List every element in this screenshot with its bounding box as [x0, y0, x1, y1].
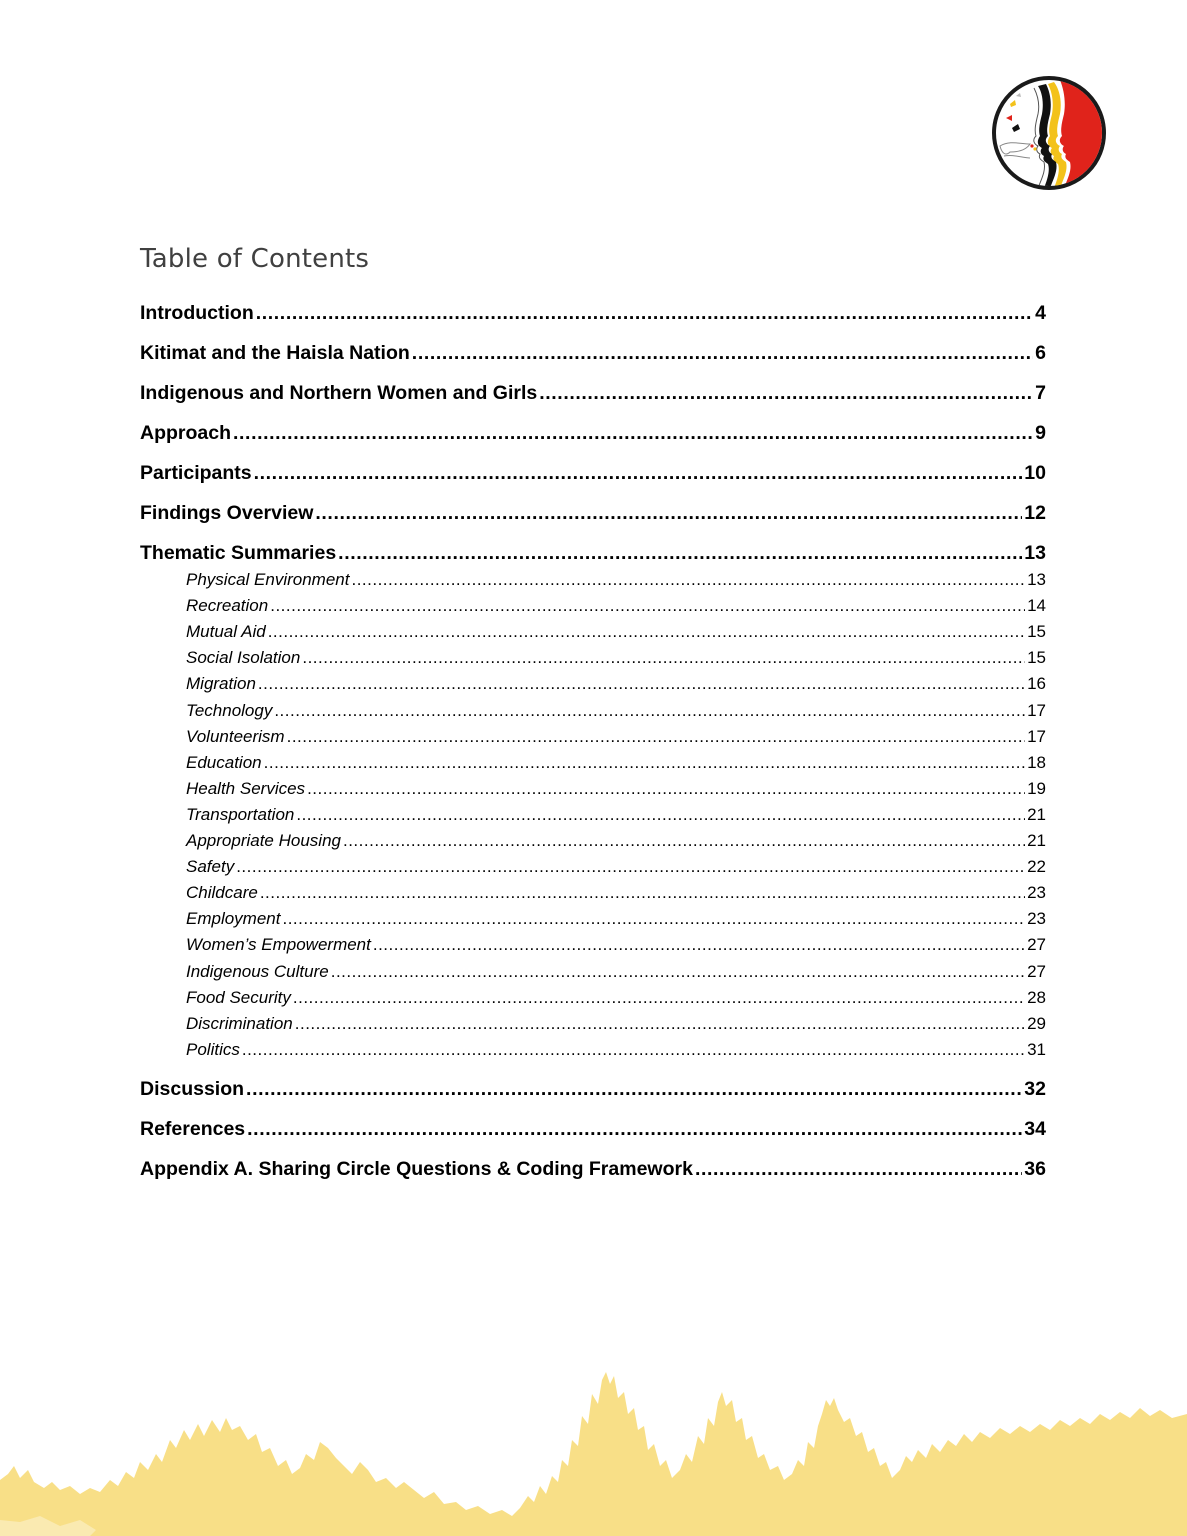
toc-subentry[interactable]	[186, 596, 1046, 618]
toc-subentry[interactable]	[186, 753, 1046, 775]
toc-entry-title: Appendix A. Sharing Circle Questions & Coding Framework	[140, 1158, 693, 1180]
toc-dot-leader	[695, 1158, 1022, 1181]
toc-entry[interactable]	[140, 1078, 1046, 1104]
toc-dot-leader	[233, 422, 1033, 445]
toc-entry-title: Politics	[186, 1039, 240, 1059]
toc-entry-title: Volunteerism	[186, 726, 285, 746]
toc-dot-leader	[302, 648, 1025, 668]
toc-dot-leader	[270, 596, 1025, 616]
toc-subentry[interactable]	[186, 648, 1046, 670]
toc-page-number: 13	[1027, 570, 1046, 589]
toc-page-number: 15	[1027, 648, 1046, 668]
toc-dot-leader	[242, 1040, 1025, 1060]
toc-entry-title: Participants	[140, 462, 252, 484]
toc-entry-title: Kitimat and the Haisla Nation	[140, 342, 410, 364]
toc-dot-leader	[351, 570, 1025, 590]
toc-entry-title: Recreation	[186, 596, 269, 616]
toc-entry-title: Technology	[186, 700, 273, 720]
toc-dot-leader	[293, 988, 1025, 1008]
toc-subentry[interactable]	[186, 831, 1046, 853]
toc-entry[interactable]	[140, 1118, 1046, 1144]
toc-dot-leader	[338, 542, 1022, 565]
toc-entry-title: Findings Overview	[140, 502, 314, 524]
toc-page-number: 22	[1027, 857, 1046, 877]
toc-dot-leader	[258, 674, 1025, 694]
toc-dot-leader	[539, 382, 1033, 405]
table-of-contents	[140, 0, 1046, 1536]
toc-page-number: 12	[1024, 502, 1046, 524]
toc-entry-title: Safety	[186, 857, 235, 877]
toc-page-number: 6	[1035, 342, 1046, 364]
toc-page-number: 36	[1024, 1158, 1046, 1180]
toc-page-number: 9	[1035, 422, 1046, 444]
toc-page-number: 19	[1027, 778, 1046, 798]
toc-page-number: 23	[1027, 883, 1046, 903]
toc-entry-title: Introduction	[140, 302, 254, 324]
toc-dot-leader	[315, 502, 1022, 525]
toc-entry-title: Social Isolation	[186, 648, 301, 668]
toc-page-number: 21	[1027, 804, 1046, 824]
toc-dot-leader	[246, 1078, 1022, 1101]
toc-dot-leader	[254, 462, 1023, 485]
toc-entry-title: Indigenous Culture	[186, 961, 329, 981]
toc-page-number: 7	[1035, 382, 1046, 404]
toc-subentry[interactable]	[186, 1014, 1046, 1036]
toc-subentry[interactable]	[186, 909, 1046, 931]
toc-dot-leader	[296, 805, 1025, 825]
toc-page-number: 15	[1027, 622, 1046, 642]
toc-subentry[interactable]	[186, 674, 1046, 696]
toc-page-number: 17	[1027, 700, 1046, 720]
toc-subentry[interactable]	[186, 935, 1046, 957]
toc-entry-title: Discrimination	[186, 1013, 293, 1033]
toc-entry-title: Childcare	[186, 883, 258, 903]
forest-silhouette-decoration	[0, 1370, 1187, 1536]
toc-dot-leader	[412, 342, 1033, 365]
toc-entry-title: Approach	[140, 422, 232, 444]
toc-entry-title: Education	[186, 752, 262, 772]
toc-entry[interactable]	[140, 542, 1046, 568]
toc-dot-leader	[373, 935, 1025, 955]
toc-entry-title: Migration	[186, 674, 256, 694]
toc-dot-leader	[343, 831, 1025, 851]
toc-subentry[interactable]	[186, 883, 1046, 905]
toc-page-number: 14	[1027, 596, 1046, 616]
toc-dot-leader	[264, 753, 1025, 773]
toc-page-number: 4	[1035, 302, 1046, 324]
toc-entry[interactable]	[140, 422, 1046, 448]
toc-page-number: 27	[1027, 935, 1046, 955]
toc-subentry[interactable]	[186, 805, 1046, 827]
toc-entry-title: Food Security	[186, 987, 291, 1007]
page-title: Table of Contents	[140, 244, 370, 274]
toc-dot-leader	[282, 909, 1025, 929]
toc-subentry[interactable]	[186, 727, 1046, 749]
toc-entry-title: References	[140, 1118, 246, 1140]
toc-page-number: 13	[1024, 542, 1046, 564]
toc-dot-leader	[287, 727, 1025, 747]
toc-subentry[interactable]	[186, 962, 1046, 984]
toc-page-number: 16	[1027, 674, 1046, 694]
toc-subentry[interactable]	[186, 622, 1046, 644]
toc-dot-leader	[331, 962, 1025, 982]
toc-subentry[interactable]	[186, 988, 1046, 1010]
toc-entry[interactable]	[140, 382, 1046, 408]
toc-dot-leader	[295, 1014, 1025, 1034]
toc-subentry[interactable]	[186, 701, 1046, 723]
toc-entry-title: Discussion	[140, 1078, 245, 1100]
toc-dot-leader	[274, 701, 1025, 721]
toc-page-number: 23	[1027, 909, 1046, 929]
toc-page-number: 17	[1027, 726, 1046, 746]
toc-page-number: 18	[1027, 752, 1046, 772]
toc-page-number: 32	[1024, 1078, 1046, 1100]
toc-dot-leader	[236, 857, 1025, 877]
toc-page-number: 29	[1027, 1013, 1046, 1033]
toc-entry-title: Health Services	[186, 778, 306, 798]
toc-entry[interactable]	[140, 1158, 1046, 1184]
toc-entry-title: Thematic Summaries	[140, 542, 337, 564]
toc-page-number: 21	[1027, 831, 1046, 850]
toc-subentry[interactable]	[186, 857, 1046, 879]
toc-entry-title: Mutual Aid	[186, 622, 266, 642]
toc-entry[interactable]	[140, 462, 1046, 488]
toc-entry-title: Physical Environment	[186, 570, 350, 589]
toc-entry[interactable]	[140, 302, 1046, 328]
toc-dot-leader	[256, 302, 1033, 325]
toc-dot-leader	[260, 883, 1025, 903]
toc-entry-title: Women’s Empowerment	[186, 935, 371, 955]
toc-page-number: 27	[1027, 961, 1046, 981]
toc-entry-title: Appropriate Housing	[186, 831, 341, 850]
toc-subentry[interactable]	[186, 570, 1046, 592]
toc-page-number: 34	[1024, 1118, 1046, 1140]
toc-dot-leader	[307, 779, 1025, 799]
toc-page-number: 10	[1024, 462, 1046, 484]
toc-entry-title: Employment	[186, 909, 281, 929]
toc-subentry[interactable]	[186, 779, 1046, 801]
toc-entry-title: Transportation	[186, 804, 295, 824]
toc-dot-leader	[268, 622, 1025, 642]
toc-page-number: 28	[1027, 987, 1046, 1007]
toc-subentry[interactable]	[186, 1040, 1046, 1062]
toc-entry[interactable]	[140, 502, 1046, 528]
toc-entry-title: Indigenous and Northern Women and Girls	[140, 382, 538, 404]
toc-entry[interactable]	[140, 342, 1046, 368]
toc-page-number: 31	[1027, 1039, 1046, 1059]
toc-dot-leader	[247, 1118, 1022, 1141]
